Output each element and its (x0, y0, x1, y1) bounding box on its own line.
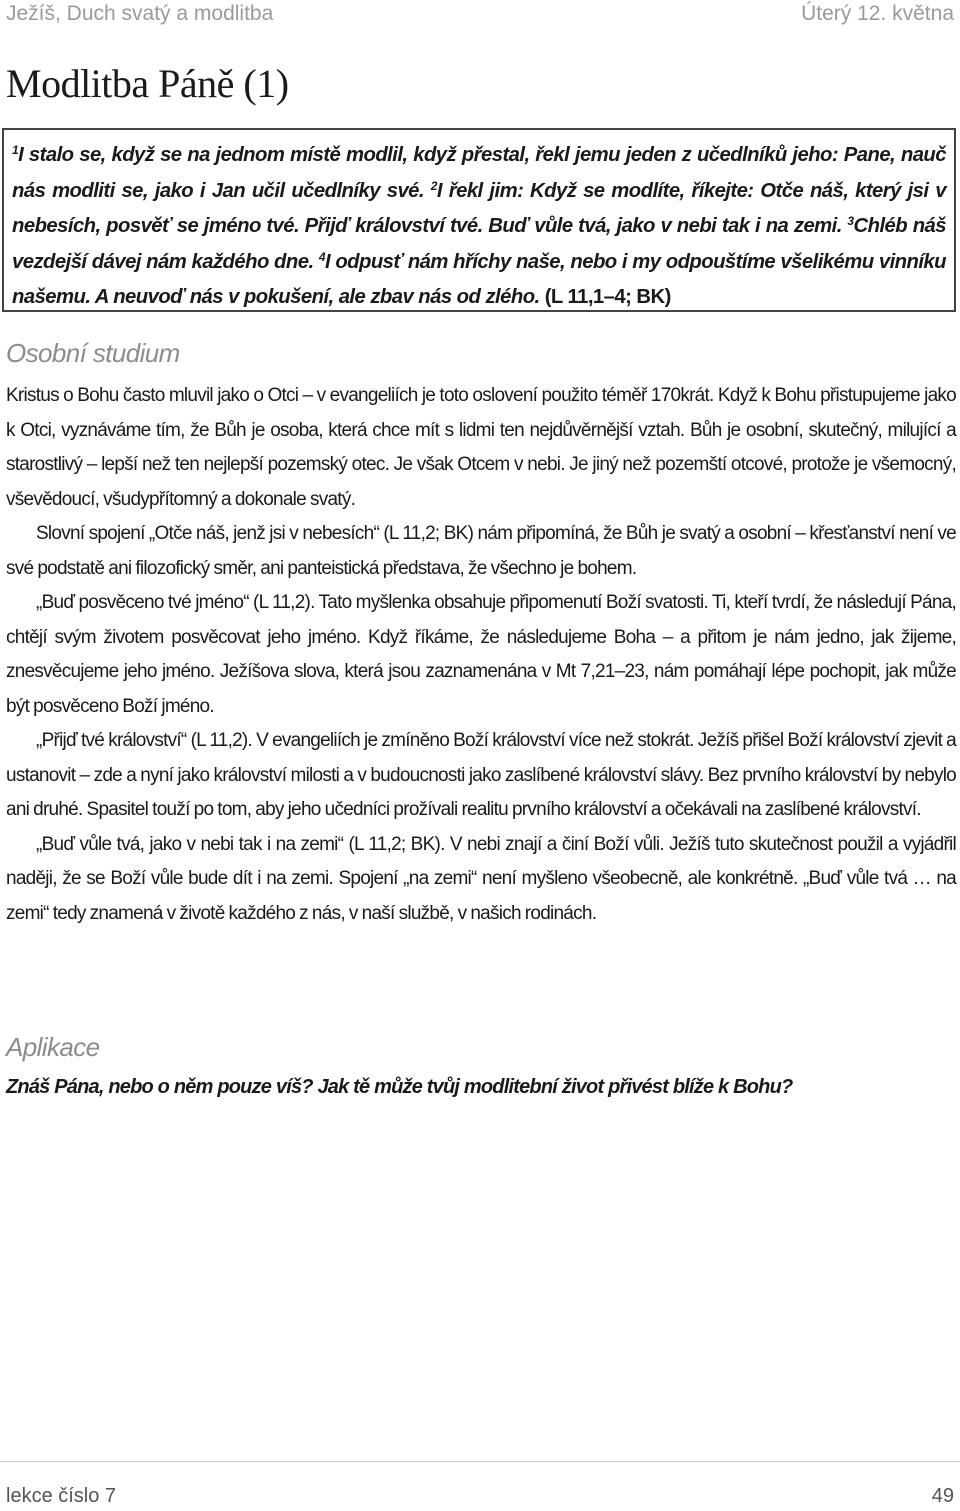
verse-number: 1 (12, 143, 19, 157)
verse-text: I odpusť nám hříchy naše, nebo i my odpouštíme všelikému vinníku našemu. A neuvoď nás v pokušení, ale zbav nás od zlého. (12, 250, 946, 308)
verse-number: 3 (847, 214, 854, 228)
running-header (6, 2, 954, 30)
verse-text: Chléb náš vezdejší dávej nám každého dne. (12, 215, 946, 273)
study-paragraph: Slovní spojení „Otče náš, jenž jsi v nebesích“ (L 11,2; BK) nám připomíná, že Bůh je svatý a osobní – křesťanství není ve své podstatě ani filozofický směr, ani panteistická představa, že všechno je bohem. (6, 523, 956, 579)
section-title: Ježíš, Duch svatý a modlitba (6, 2, 274, 25)
verse-text: I stalo se, když se na jednom místě modlil, když přestal, řekl jemu jeden z učedlníků jeho: Pane, nauč nás modliti se, jako i Jan učil učedlníky své. (12, 144, 946, 202)
verse-text: I řekl jim: Když se modlíte, říkejte: Otče náš, který jsi v nebesích, posvěť se jméno tvé. Přijď království tvé. Buď vůle tvá, jako v nebi tak i na zemi. (12, 179, 946, 237)
study-paragraph: Kristus o Bohu často mluvil jako o Otci – v evangeliích je toto oslovení použito téměř 170krát. Když k Bohu přistupujeme jako k Otci, vyznáváme tím, že Bůh je osoba, která chce mít s lidmi ten nejdůvěrnější vztah. Bůh je osobní, skutečný, milující a starostlivý – lepší než ten nejlepší pozemský otec. Je však Otcem v nebi. Je jiný než pozemští otcové, protože je všemocný, vševědoucí, všudypřítomný a dokonale svatý. (6, 385, 956, 510)
page-number: 49 (931, 1485, 954, 1507)
study-paragraph: „Buď vůle tvá, jako v nebi tak i na zemi“ (L 11,2; BK). V nebi znají a činí Boží vůli. Ježíš tuto skutečnost použil a vyjádřil naději, že se Boží vůle bude dít i na zemi. Spojení „na zemi“ není myšleno všeobecně, ale konkrétně. „Buď vůle tvá … na zemi“ tedy znamená v životě každého z nás, v naší službě, v našich rodinách. (6, 833, 956, 924)
scripture-reference: (L 11,1–4; BK) (544, 286, 671, 308)
study-paragraph: „Přijď tvé království“ (L 11,2). V evangeliích je zmíněno Boží království více než stokrát. Ježíš přišel Boží království zjevit a ustanovit – zde a nyní jako království milosti a v budoucnosti jako zaslíbené království slávy. Bez prvního království by nebylo ani druhé. Spasitel touží po tom, aby jeho učedníci prožívali realitu prvního království a očekávali na zaslíbené království. (6, 730, 956, 820)
study-paragraph: „Buď posvěceno tvé jméno“ (L 11,2). Tato myšlenka obsahuje připomenutí Boží svatosti. Ti, kteří tvrdí, že následují Pána, chtějí svým životem posvěcovat jeho jméno. Když říkáme, že následujeme Boha – a přitom je nám jedno, jak žijeme, znesvěcujeme jeho jméno. Ježíšova slova, která jsou zaznamenána v Mt 7,21–23, nám pomáhají lépe pochopit, jak může být posvěceno Boží jméno. (6, 592, 956, 717)
application-heading: Aplikace (6, 1032, 100, 1062)
study-text (6, 379, 956, 931)
page-title: Modlitba Páně (1) (6, 61, 289, 106)
application-question: Znáš Pána, nebo o něm pouze víš? Jak tě může tvůj modlitební život přivést blíže k Bohu? (6, 1076, 793, 1098)
study-heading: Osobní studium (6, 338, 180, 368)
day-date: Úterý 12. května (801, 2, 954, 25)
scripture-passage (2, 128, 956, 312)
verse-number: 4 (318, 249, 325, 264)
verse-number: 2 (430, 178, 437, 193)
footer-divider (0, 1461, 960, 1462)
lesson-number: lekce číslo 7 (6, 1485, 117, 1507)
